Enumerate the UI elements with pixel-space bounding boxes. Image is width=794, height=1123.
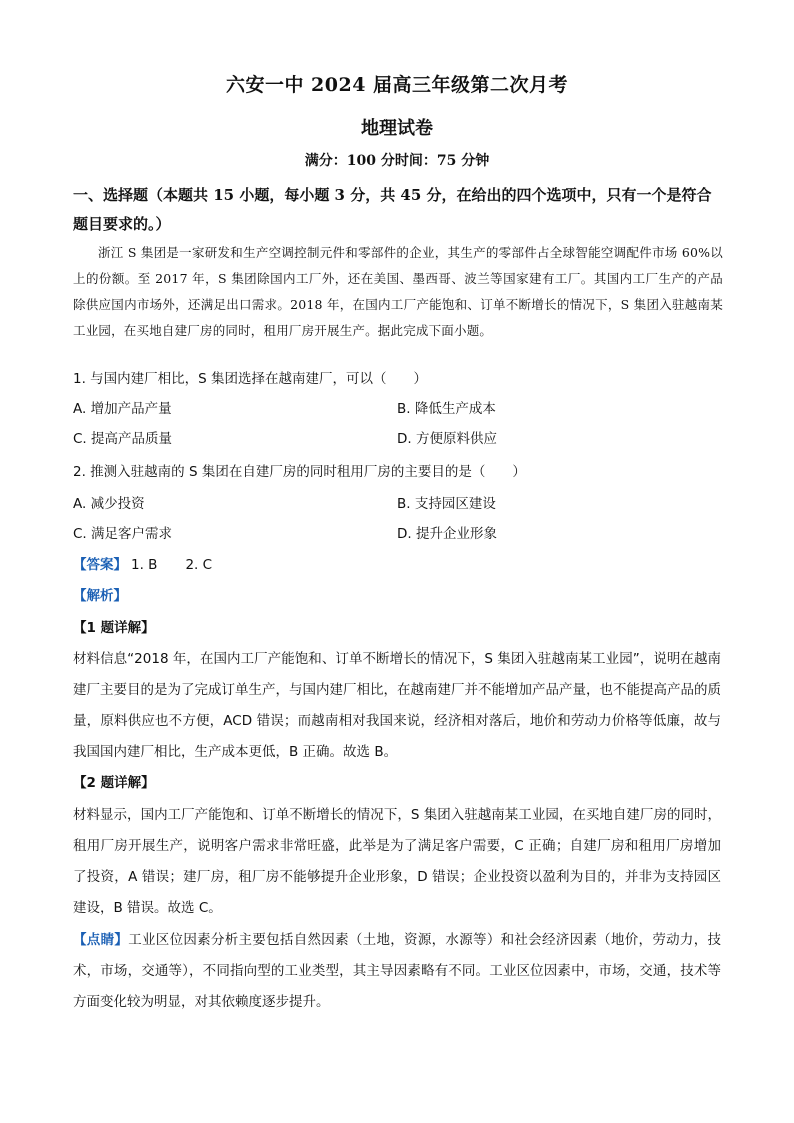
question-1-option-d: D. 方便原料供应 <box>397 431 497 447</box>
question-1-option-a: A. 增加产品产量 <box>73 401 172 417</box>
answer-1: 1. B <box>131 557 158 573</box>
tip-paragraph <box>73 925 721 1018</box>
question-1-option-c: C. 提高产品质量 <box>73 431 173 447</box>
detail-1-label: 【1 题详解】 <box>73 620 155 636</box>
subject-title: 地理试卷 <box>361 118 433 139</box>
question-1-option-b: B. 降低生产成本 <box>397 401 496 417</box>
material-paragraph: 浙江 S 集团是一家研发和生产空调控制元件和零部件的企业，其生产的零部件占全球智能空调配件市场 60%以上的份额。至 2017 年，S 集团除国内工厂外，还在美国、墨西哥、波兰等国家建有工厂。其国内工厂生产的产品除供应国内市场外，还满足出口需求。2018 年，在国内工厂产能饱和、订单不断增长的情况下，S 集团入驻越南某工业园，在买地自建厂房的同时，租用厂房开展生产。据此完成下面小题。 <box>73 245 723 338</box>
score-time-line: 满分：100 分时间：75 分钟 <box>304 153 490 169</box>
detail-2-text: 材料显示，国内工厂产能饱和、订单不断增长的情况下，S 集团入驻越南某工业园，在买地自建厂房的同时，租用厂房开展生产，说明客户需求非常旺盛，此举是为了满足客户需要，C 正确；自建厂房和租用厂房增加了投资，A 错误；建厂房，租厂房不能够提升企业形象，D 错误；企业投资以盈利为目的，并非为支持园区建设，B 错误。故选 C。 <box>73 807 721 916</box>
answer-2: 2. C <box>185 557 213 573</box>
question-1-stem: 1. 与国内建厂相比，S 集团选择在越南建厂，可以（ ） <box>73 371 428 387</box>
answer-line <box>73 555 212 575</box>
question-2-option-a: A. 减少投资 <box>73 496 145 512</box>
question-2-option-b: B. 支持园区建设 <box>397 496 496 512</box>
detail-2-label: 【2 题详解】 <box>73 775 155 791</box>
question-2-option-c: C. 满足客户需求 <box>73 526 173 542</box>
question-2-option-d: D. 提升企业形象 <box>397 526 497 542</box>
tip-text: 工业区位因素分析主要包括自然因素（土地，资源，水源等）和社会经济因素（地价，劳动力，技术，市场，交通等），不同指向型的工业类型，其主导因素略有不同。工业区位因素中，市场，交通，技术等方面变化较为明显，对其依赖度逐步提升。 <box>73 932 722 1010</box>
detail-1-text: 材料信息“2018 年，在国内工厂产能饱和、订单不断增长的情况下，S 集团入驻越南某工业园”，说明在越南建厂主要目的是为了完成订单生产，与国内建厂相比，在越南建厂并不能增加产品产量，也不能提高产品的质量，原料供应也不方便，ACD 错误；而越南相对我国来说，经济相对落后，地价和劳动力价格等低廉，故与我国国内建厂相比，生产成本更低，B 正确。故选 B。 <box>73 651 721 760</box>
answer-tag: 【答案】 <box>73 557 127 573</box>
question-2-stem: 2. 推测入驻越南的 S 集团在自建厂房的同时租用厂房的主要目的是（ ） <box>73 464 526 480</box>
section-heading: 一、选择题（本题共 15 小题，每小题 3 分，共 45 分，在给出的四个选项中，只有一个是符合题目要求的。） <box>73 186 712 233</box>
exam-title: 六安一中 2024 届高三年级第二次月考 <box>225 74 569 96</box>
tip-tag: 【点睛】 <box>73 932 129 948</box>
analysis-tag: 【解析】 <box>73 588 127 604</box>
